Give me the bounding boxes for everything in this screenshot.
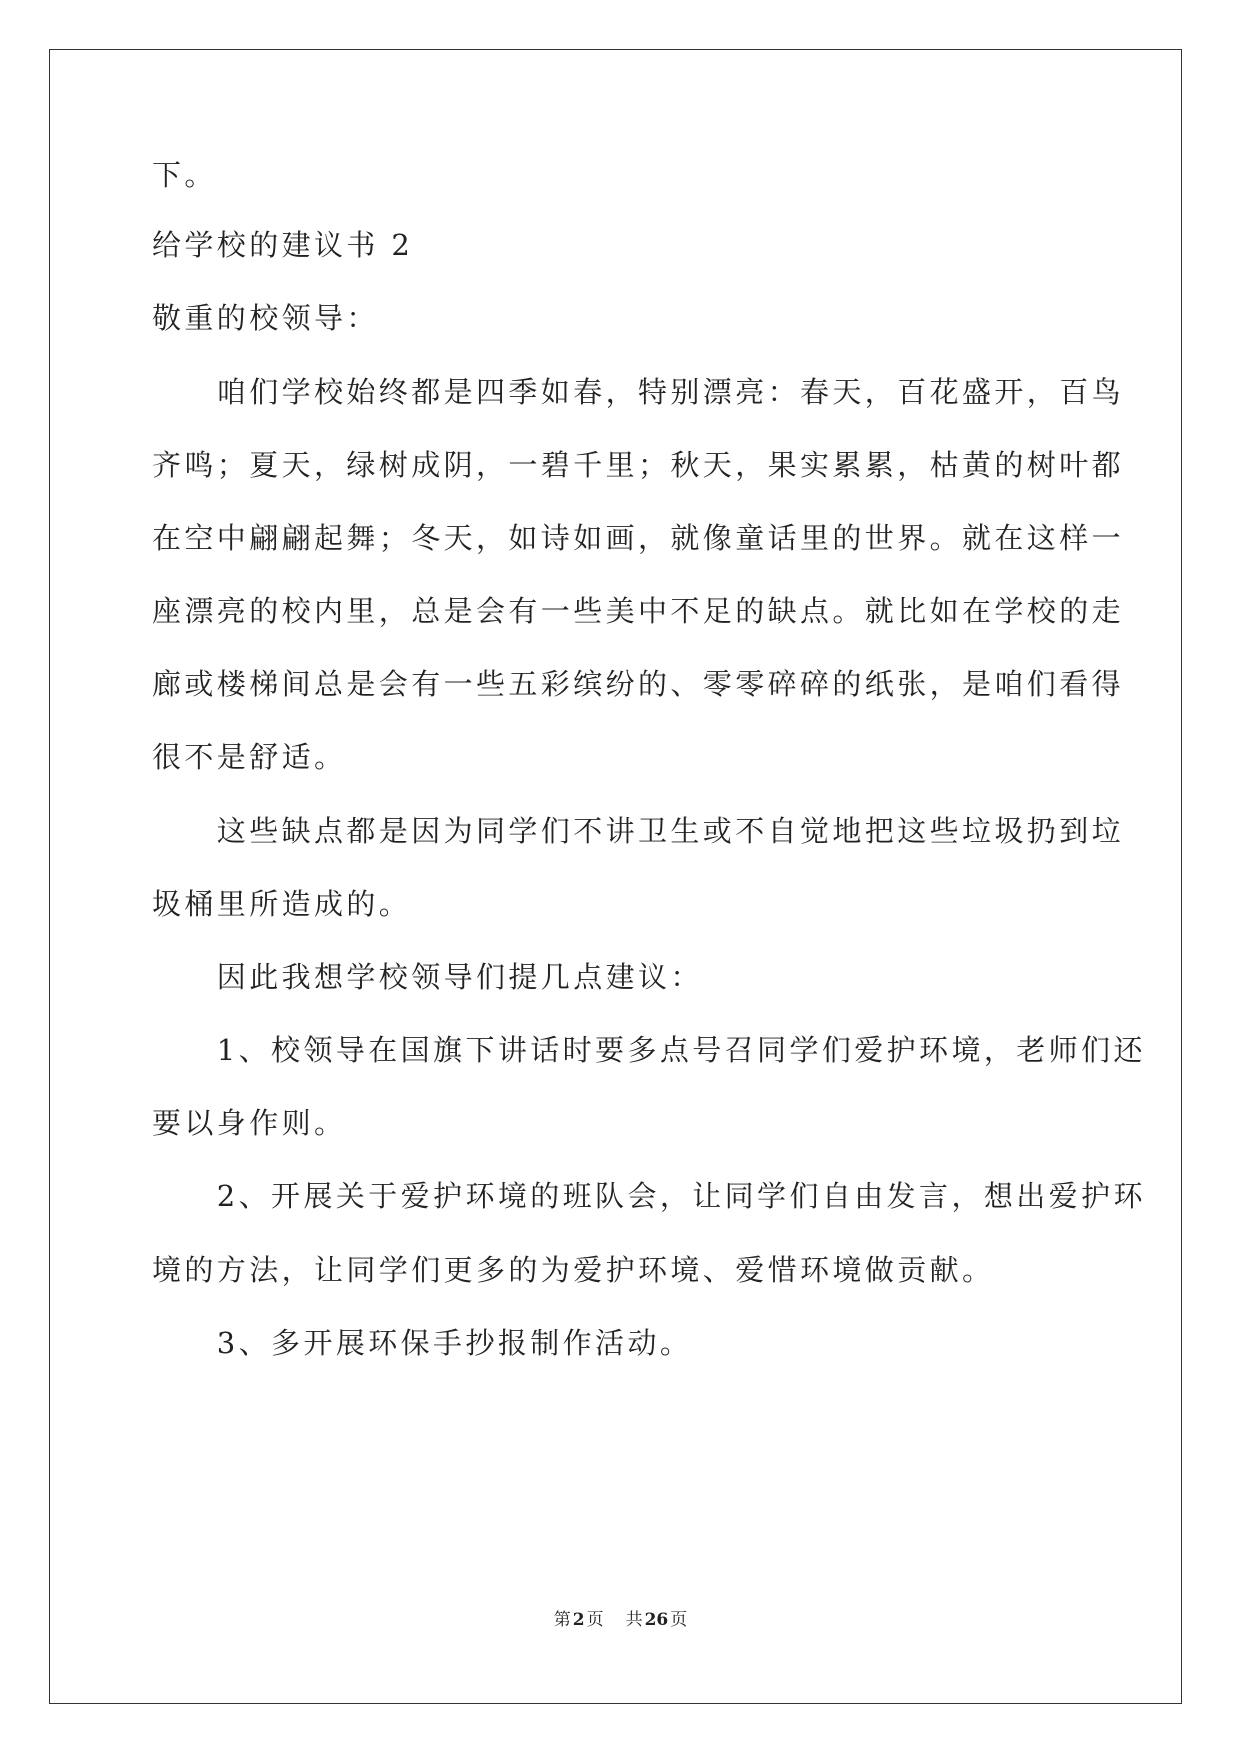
text-line: 这些缺点都是因为同学们不讲卫生或不自觉地把这些垃圾扔到垃	[152, 814, 1125, 848]
total-pages: 26	[644, 1610, 669, 1630]
text-line: 要以身作则。	[152, 1106, 347, 1140]
text-line: 下。	[152, 158, 217, 192]
total-prefix: 共	[625, 1610, 643, 1630]
total-suffix: 页	[670, 1610, 688, 1630]
text-line: 因此我想学校领导们提几点建议：	[152, 960, 703, 994]
text-line: 2、开展关于爱护环境的班队会，让同学们自由发言，想出爱护环	[152, 1179, 1146, 1213]
page-prefix: 第	[553, 1610, 571, 1630]
page-suffix: 页	[586, 1610, 604, 1630]
text-line: 廊或楼梯间总是会有一些五彩缤纷的、零零碎碎的纸张，是咱们看得	[152, 667, 1125, 701]
text-line: 座漂亮的校内里，总是会有一些美中不足的缺点。就比如在学校的走	[152, 594, 1125, 628]
text-line: 1、校领导在国旗下讲话时要多点号召同学们爱护环境，老师们还	[152, 1033, 1146, 1067]
text-line: 境的方法，让同学们更多的为爱护环境、爱惜环境做贡献。	[152, 1253, 995, 1287]
page-number: 2	[572, 1610, 585, 1630]
text-line: 圾桶里所造成的。	[152, 887, 412, 921]
text-line: 很不是舒适。	[152, 740, 347, 774]
page-footer	[0, 1608, 1241, 1632]
text-line: 在空中翩翩起舞；冬天，如诗如画，就像童话里的世界。就在这样一	[152, 521, 1125, 555]
text-line: 3、多开展环保手抄报制作活动。	[152, 1326, 693, 1360]
section-title: 给学校的建议书 2	[152, 228, 414, 262]
text-line: 齐鸣；夏天，绿树成阴，一碧千里；秋天，果实累累，枯黄的树叶都	[152, 448, 1125, 482]
text-line: 咱们学校始终都是四季如春，特别漂亮：春天，百花盛开，百鸟	[152, 375, 1125, 409]
salutation: 敬重的校领导：	[152, 301, 379, 335]
